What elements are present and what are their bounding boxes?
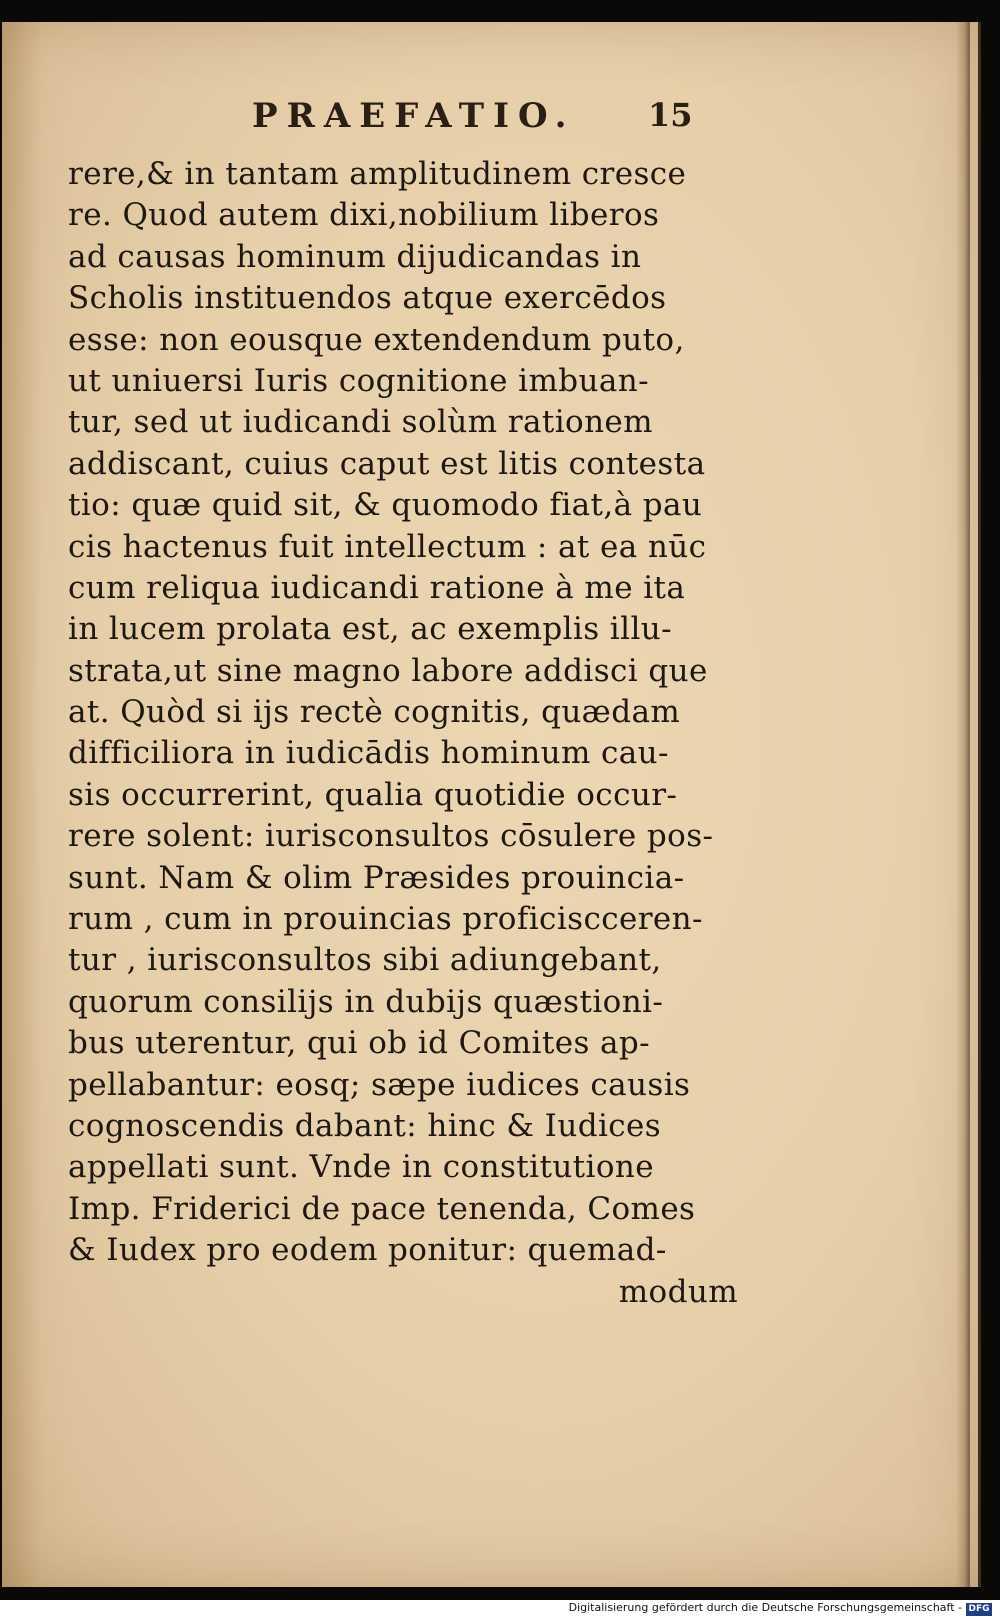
- text-line: re. Quod autem dixi,nobilium liberos: [68, 197, 660, 234]
- text-line: pellabantur: eosq; sæpe iudices causis: [68, 1066, 691, 1103]
- text-line: ut uniuersi Iuris cognitione imbuan-: [68, 362, 650, 399]
- page-stain: [2, 22, 42, 1587]
- book-page: [2, 22, 981, 1587]
- text-line: bus uterentur, qui ob id Comites ap-: [68, 1025, 651, 1062]
- text-line: cognoscendis dabant: hinc & Iudices: [68, 1107, 662, 1144]
- text-line: cis hactenus fuit intellectum : at ea nūc: [68, 528, 707, 565]
- running-title: PRAEFATIO.: [252, 96, 576, 136]
- text-line: cum reliqua iudicandi ratione à me ita: [68, 569, 686, 606]
- text-line: addiscant, cuius caput est litis contesta: [68, 445, 706, 482]
- footer-credit: Digitalisierung gefördert durch die Deutsche Forschungsgemeinschaft -: [568, 1601, 962, 1614]
- text-line: rum , cum in prouincias proficiscceren-: [68, 901, 703, 938]
- text-line: Imp. Friderici de pace tenenda, Comes: [68, 1190, 696, 1227]
- page-number: 15: [648, 96, 693, 134]
- page-edge-shadow: [956, 22, 970, 1587]
- text-line: rere solent: iurisconsultos cōsulere pos-: [68, 818, 714, 855]
- text-line: at. Quòd si ijs rectè cognitis, quædam: [68, 694, 681, 731]
- catchword: modum: [618, 1273, 738, 1310]
- text-line: Scholis instituendos atque exercēdos: [68, 280, 667, 317]
- text-line: in lucem prolata est, ac exemplis illu-: [68, 611, 672, 648]
- text-line: ad causas hominum dijudicandas in: [68, 238, 642, 275]
- text-line: strata,ut sine magno labore addisci que: [68, 652, 708, 689]
- text-line: sis occurrerint, qualia quotidie occur-: [68, 776, 678, 813]
- footer-bar: [0, 1600, 1000, 1619]
- text-line: esse: non eousque extendendum puto,: [68, 321, 685, 358]
- text-line: tur, sed ut iudicandi solùm rationem: [68, 404, 653, 441]
- text-line: & Iudex pro eodem ponitur: quemad-: [68, 1232, 667, 1269]
- text-line: quorum consilijs in dubijs quæstioni-: [68, 983, 664, 1020]
- text-line: sunt. Nam & olim Præsides prouincia-: [68, 859, 685, 896]
- dfg-logo: DFG: [966, 1603, 992, 1616]
- text-line: appellati sunt. Vnde in constitutione: [68, 1149, 655, 1186]
- text-line: tio: quæ quid sit, & quomodo fiat,à pau: [68, 487, 703, 524]
- text-line: difficiliora in iudicādis hominum cau-: [68, 735, 669, 772]
- body-text: [68, 154, 758, 1313]
- text-line: tur , iurisconsultos sibi adiungebant,: [68, 942, 662, 979]
- text-line: rere,& in tantam amplitudinem cresce: [68, 156, 687, 192]
- running-head: [252, 96, 692, 146]
